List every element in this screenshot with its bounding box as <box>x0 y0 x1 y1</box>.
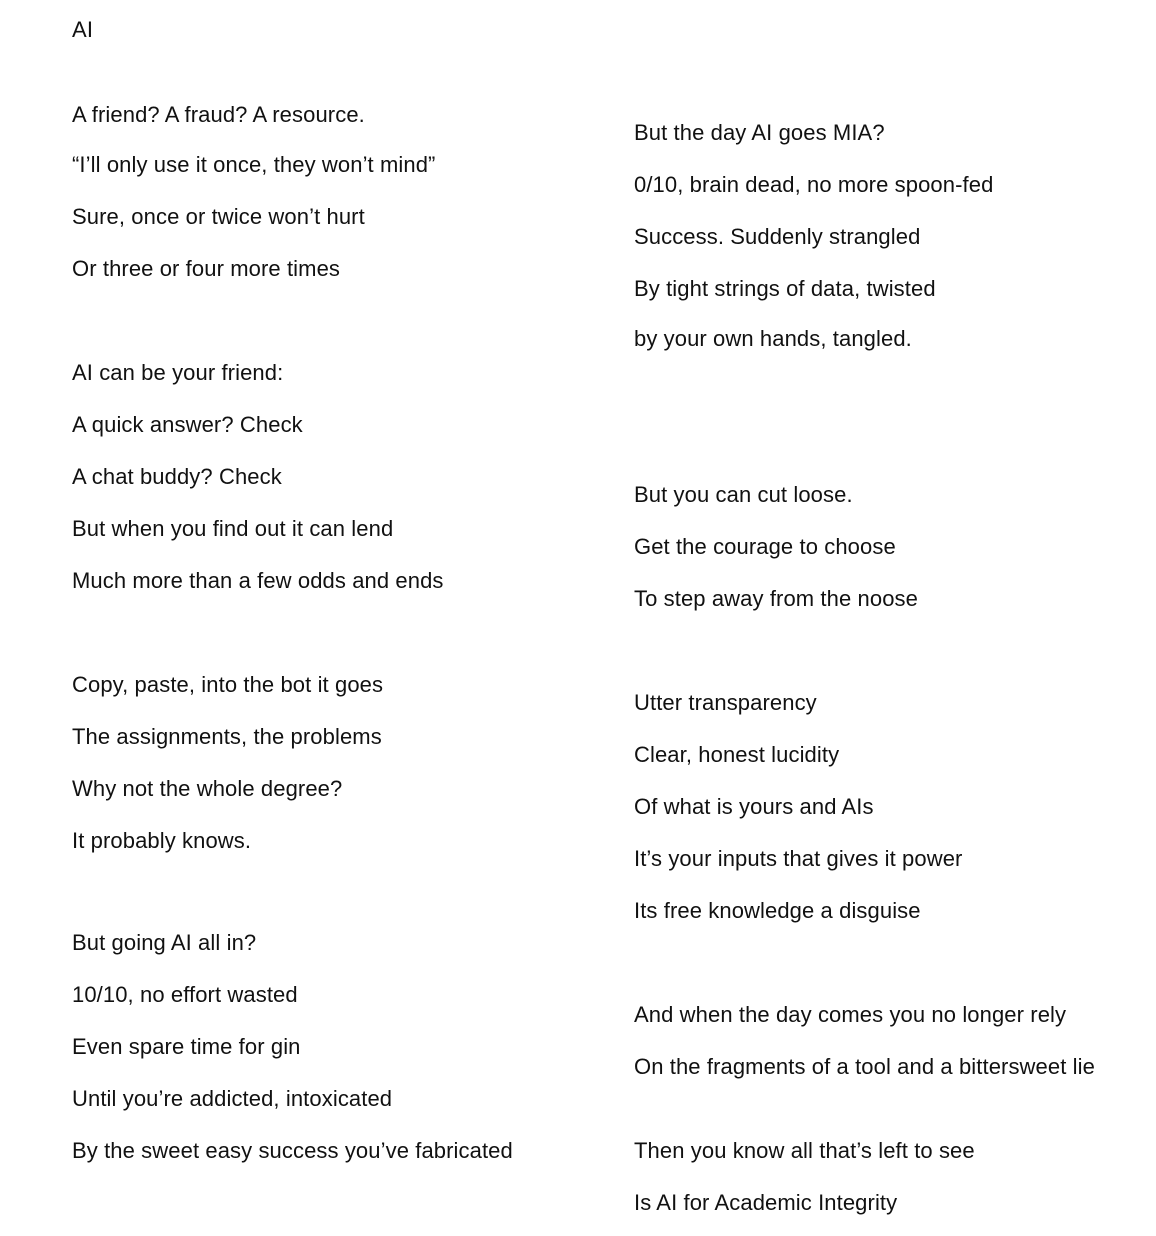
poem-line: Its free knowledge a disguise <box>634 898 921 923</box>
poem-line: Success. Suddenly strangled <box>634 224 921 249</box>
poem-line: 0/10, brain dead, no more spoon-fed <box>634 172 994 197</box>
poem-line: Why not the whole degree? <box>72 776 343 801</box>
poem-line: But the day AI goes MIA? <box>634 120 885 145</box>
poem-line: And when the day comes you no longer rely <box>634 1002 1067 1027</box>
poem-line: 10/10, no effort wasted <box>72 982 298 1007</box>
poem-line: By tight strings of data, twisted <box>634 276 936 301</box>
poem-line: Copy, paste, into the bot it goes <box>72 672 384 697</box>
poem-line: It’s your inputs that gives it power <box>634 846 963 871</box>
poem-line: Until you’re addicted, intoxicated <box>72 1086 393 1111</box>
poem-line: But when you find out it can lend <box>72 516 394 541</box>
poem-line: But you can cut loose. <box>634 482 853 507</box>
poem-line: Or three or four more times <box>72 256 340 281</box>
poem-line: To step away from the noose <box>634 586 918 611</box>
poem-line: A chat buddy? Check <box>72 464 282 489</box>
poem-line: Clear, honest lucidity <box>634 742 840 767</box>
poem-line: Utter transparency <box>634 690 817 715</box>
poem-line: It probably knows. <box>72 828 252 853</box>
poem-line: by your own hands, tangled. <box>634 326 912 351</box>
poem-line: Get the courage to choose <box>634 534 896 559</box>
poem-line: A friend? A fraud? A resource. <box>72 102 365 127</box>
poem-title: AI <box>72 17 94 42</box>
poem-line: “I’ll only use it once, they won’t mind” <box>72 152 436 177</box>
poem-line: AI can be your friend: <box>72 360 284 385</box>
poem-line: Sure, once or twice won’t hurt <box>72 204 365 229</box>
poem-line: Is AI for Academic Integrity <box>634 1190 898 1215</box>
poem-line: A quick answer? Check <box>72 412 303 437</box>
poem-line: Even spare time for gin <box>72 1034 301 1059</box>
poem-line: Of what is yours and AIs <box>634 794 874 819</box>
poem-line: Much more than a few odds and ends <box>72 568 444 593</box>
poem-line: On the fragments of a tool and a bittersweet lie <box>634 1054 1095 1079</box>
poem-line: The assignments, the problems <box>72 724 382 749</box>
poem-line: Then you know all that’s left to see <box>634 1138 975 1163</box>
poem-line: By the sweet easy success you’ve fabricated <box>72 1138 513 1163</box>
poem-line: But going AI all in? <box>72 930 257 955</box>
